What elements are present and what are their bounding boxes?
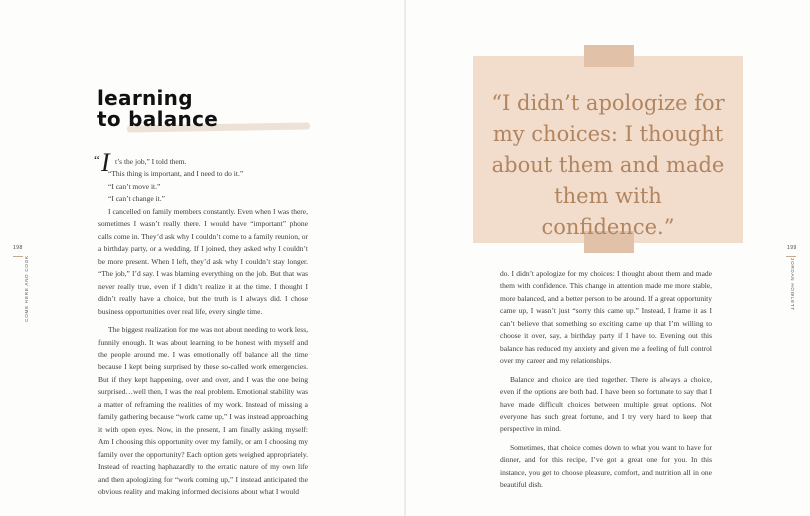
right-running-head: JORDAN HOWLETT [789,258,795,311]
left-folio: 198 [13,245,23,251]
headline-line-2: to balance [97,107,219,131]
dialogue-line: “I can’t change it.” [108,194,165,204]
right-body-column [500,268,712,492]
dialogue-line: “This thing is important, and I need to do it.” [108,169,244,179]
left-running-head: COME HERE AND COOK [23,255,29,322]
tape-top [584,45,634,67]
left-folio-rule [13,256,23,257]
headline-line-1: learning [97,86,193,110]
dropcap-quote-mark: “ [94,152,100,167]
body-paragraph: Sometimes, that choice comes down to what you want to have for dinner, and for this recipe, I’ve got a great one for you. In this instance, you get to choose pleasure, comfort, and nutrition all in one beautiful dish. [500,442,712,490]
right-folio-rule [786,256,796,257]
dialogue-lines [108,156,308,206]
pull-quote: “I didn’t apologize for my choices: I thought about them and made them with confidence.” [491,91,725,239]
dropcap-letter: I [101,148,110,177]
dialogue-line: t’s the job,” I told them. [115,157,187,166]
body-paragraph: I cancelled on family members constantly. Even when I was there, sometimes I wasn’t really there. I would have “important” phone calls come in. They’d ask why I couldn’t come to a family reunion, or a birthday party, or a wedding. If I joined, they asked why I couldn’t be more present. When I left, they’d ask why I couldn’t stay longer. “The job,” I’d say. I was blaming everything on the job. But that was never really true, even if I didn’t realize it at the time. I thought I didn’t really have a choice, but the truth is I always did. I chose business opportunities over real life, every single time. [98,207,308,316]
left-body-column [98,206,308,498]
body-paragraph: The biggest realization for me was not about needing to work less, funnily enough. It was about learning to be honest with myself and the people around me. I was emotionally off balance all the time because I kept being surprised by these so-called work emergencies. But if they kept happening, over and over, and I was the one being surprised…well then, I was the real problem. Emotional stability was a matter of reframing the realities of my work. Instead of missing a family gathering because “work came up,” I was instead approaching it with open eyes. Now, in the present, I am finally asking myself: Am I choosing this opportunity over my family, or am I choosing my family over the opportunity? Each option gets weighed appropriately. Instead of reacting haphazardly to the erratic nature of my own life and then apologizing for “work coming up,” I instead anticipated the obvious reality and making informed decisions about what I would [98,325,308,496]
right-folio: 199 [787,245,797,251]
dialogue-line: “I can’t move it.” [108,181,161,191]
chapter-headline [97,88,218,130]
body-paragraph: Balance and choice are tied together. There is always a choice, even if the options are both bad. I have been so fortunate to say that I have made difficult choices between multiple great options. Not everyone has such great fortune, and I try very hard to keep that perspective in mind. [500,374,712,434]
body-paragraph: do. I didn’t apologize for my choices: I thought about them and made them with confidence. This change in attention made me more stable, more balanced, and a better person to be around. If a great opportunity came up, I wasn’t just “sorry this came up.” Instead, I frame it as I can’t believe that something so exciting came up that I’m willing to choose it over, say, a birthday party if I have to. Evening out this balance has reduced my anxiety and given me a feeling of full control over my career and my relationships. [500,269,712,366]
book-gutter [404,0,406,516]
